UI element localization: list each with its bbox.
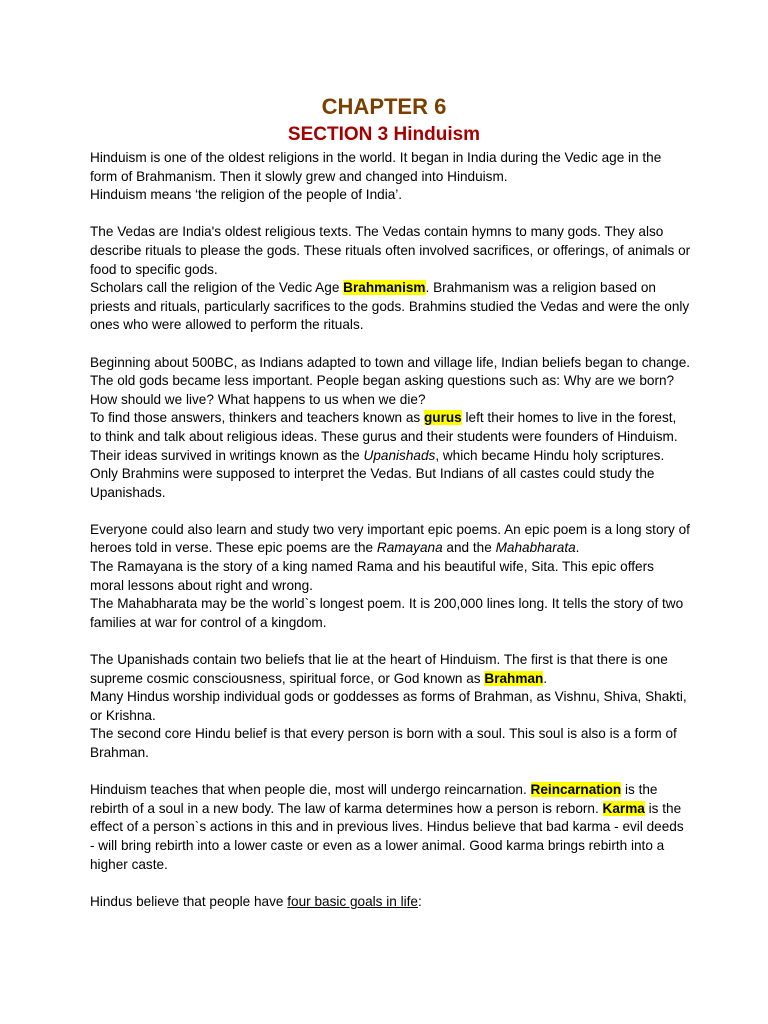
text-line: Only Brahmins were supposed to interpret the Vedas. But Indians of all castes could study the [90,466,655,482]
text-line: Hindus believe that people have four basic goals in life: [90,893,422,909]
text-line: or Krishna. [90,707,156,723]
text-line: Upanishads. [90,484,166,500]
text-line: supreme cosmic consciousness, spiritual force, or God known as Brahman. [90,670,548,686]
text-line: priests and rituals, particularly sacrifices to the gods. Brahmins studied the Vedas and were the only [90,298,690,314]
text-line: food to specific gods. [90,261,218,277]
text-line: ones who were allowed to perform the rituals. [90,317,364,333]
italic-term: Ramayana [376,540,443,556]
italic-term: Upanishads [363,447,436,463]
text-line: How should we live? What happens to us when we die? [90,391,426,407]
text-line: Scholars call the religion of the Vedic Age Brahmanism. Brahmanism was a religion based on [90,280,656,296]
italic-term: Mahabharata [495,540,576,556]
highlighted-term: gurus [423,410,462,426]
text-line: Beginning about 500BC, as Indians adapted to town and village life, Indian beliefs began to change. [90,354,691,370]
text-line: describe rituals to please the gods. These rituals often involved sacrifices, or offerings, of animals or [90,242,691,258]
text-line: The old gods became less important. People began asking questions such as: Why are we born? [90,373,675,389]
text-line: - will bring rebirth into a lower caste or even as a lower animal. Good karma brings rebirth into a [90,837,665,853]
document-body [90,149,720,911]
highlighted-term: Brahman [484,670,544,686]
highlighted-term: Brahmanism [343,280,426,296]
highlighted-term: Reincarnation [530,782,622,798]
text-line: The second core Hindu belief is that every person is born with a soul. This soul is also is a form of [90,726,677,742]
text-line: Hinduism means ‘the religion of the people of India’. [90,187,403,203]
text-line: Hinduism is one of the oldest religions in the world. It began in India during the Vedic age in the [90,150,662,165]
text-line: form of Brahmanism. Then it slowly grew and changed into Hinduism. [90,168,508,184]
text-line: Many Hindus worship individual gods or goddesses as forms of Brahman, as Vishnu, Shiva, Shakti, [90,689,687,705]
text-line: rebirth of a soul in a new body. The law of karma determines how a person is reborn. Karma is the [90,800,682,816]
text-line: families at war for control of a kingdom. [90,614,327,630]
text-line: Brahman. [90,745,149,760]
text-line: effect of a person`s actions in this and in previous lives. Hindus believe that bad karma - evil deeds [90,819,684,835]
text-line: The Ramayana is the story of a king named Rama and his beautiful wife, Sita. This epic offers [90,559,654,575]
underlined-term: four basic goals in life [287,893,418,909]
text-line: to think and talk about religious ideas. These gurus and their students were founders of Hinduism. [90,428,678,444]
text-line: Hinduism teaches that when people die, most will undergo reincarnation. Reincarnation is the [90,782,658,798]
section-title: SECTION 3 Hinduism [287,124,481,145]
chapter-title: CHAPTER 6 [321,94,447,119]
text-line: heroes told in verse. These epic poems are the Ramayana and the Mahabharata. [90,540,580,556]
text-line: Everyone could also learn and study two very important epic poems. An epic poem is a long story of [90,521,690,537]
highlighted-term: Karma [602,800,645,816]
text-line: Their ideas survived in writings known as the Upanishads, which became Hindu holy scriptures. [90,447,665,463]
text-line: moral lessons about right and wrong. [90,577,313,593]
text-line: higher caste. [90,856,168,872]
text-line: To find those answers, thinkers and teachers known as gurus left their homes to live in the forest, [90,410,677,426]
text-line: The Upanishads contain two beliefs that lie at the heart of Hinduism. The first is that there is one [90,652,668,668]
text-line: The Mahabharata may be the world`s longest poem. It is 200,000 lines long. It tells the story of two [90,596,684,612]
text-line: The Vedas are India's oldest religious texts. The Vedas contain hymns to many gods. They also [90,224,664,240]
